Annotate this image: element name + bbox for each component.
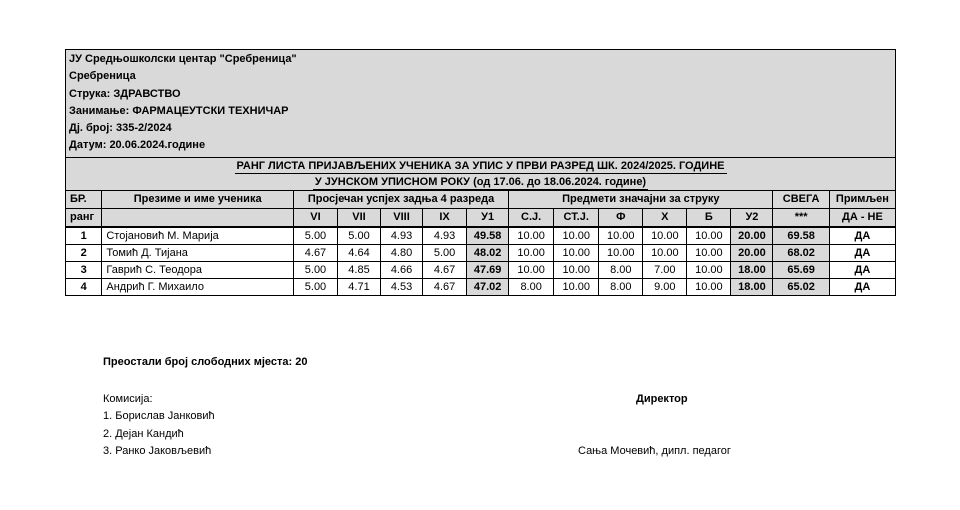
student-name-cell: Томић Д. Тијана <box>102 244 294 261</box>
col-name-subheader <box>102 208 294 227</box>
col-accepted-header: Примљен <box>829 191 895 209</box>
col-ix-header: IX <box>423 208 467 227</box>
table-row <box>66 227 895 245</box>
h-cell: 9.00 <box>643 278 687 295</box>
rank-cell: 3 <box>66 261 102 278</box>
accepted-cell: ДА <box>829 244 895 261</box>
stj-cell: 10.00 <box>554 278 599 295</box>
rank-cell: 4 <box>66 278 102 295</box>
title-line-1: РАНГ ЛИСТА ПРИЈАВЉЕНИХ УЧЕНИКА ЗА УПИС У ПРВИ РАЗРЕД ШК. 2024/2025. ГОДИНЕ <box>236 159 725 172</box>
grade-ix-cell: 4.93 <box>423 227 467 245</box>
grade-vii-cell: 4.64 <box>338 244 381 261</box>
student-name-cell: Андрић Г. Михаило <box>102 278 294 295</box>
stj-cell: 10.00 <box>554 244 599 261</box>
total-cell: 65.02 <box>773 278 829 295</box>
b-cell: 10.00 <box>687 244 731 261</box>
f-cell: 10.00 <box>599 244 643 261</box>
student-name-cell: Стојановић М. Марија <box>102 227 294 245</box>
document-date: Датум: 20.06.2024.године <box>69 139 206 152</box>
commission-label: Комисија: <box>103 393 153 405</box>
grade-vi-cell: 4.67 <box>293 244 337 261</box>
f-cell: 8.00 <box>599 261 643 278</box>
grade-vi-cell: 5.00 <box>293 261 337 278</box>
occupation: Занимање: ФАРМАЦЕУТСКИ ТЕХНИЧАР <box>69 104 289 117</box>
grade-viii-cell: 4.80 <box>381 244 423 261</box>
col-stj-header: СТ.Ј. <box>554 208 599 227</box>
document-header <box>66 50 895 158</box>
commission-member: 3. Ранко Јаковљевић <box>103 445 212 457</box>
rank-cell: 2 <box>66 244 102 261</box>
u1-cell: 49.58 <box>467 227 509 245</box>
student-name-cell: Гаврић С. Теодора <box>102 261 294 278</box>
table-row <box>66 261 895 278</box>
stj-cell: 10.00 <box>554 227 599 245</box>
accepted-cell: ДА <box>829 227 895 245</box>
accepted-cell: ДА <box>829 278 895 295</box>
sj-cell: 10.00 <box>509 227 554 245</box>
remaining-places: Преостали број слободних мјеста: 20 <box>103 356 308 368</box>
col-name-header: Презиме и име ученика <box>102 191 294 209</box>
u1-cell: 47.02 <box>467 278 509 295</box>
col-average-group-header: Просјечан успјех задња 4 разреда <box>293 191 508 209</box>
director-name: Сања Мочевић, дипл. педагог <box>578 445 731 457</box>
title-line-2: У ЈУНСКОМ УПИСНОМ РОКУ (од 17.06. до 18.06.2024. године) <box>314 175 647 188</box>
school-name: ЈУ Средњошколски центар "Сребреница" <box>69 53 297 65</box>
grade-ix-cell: 5.00 <box>423 244 467 261</box>
grade-vii-cell: 4.71 <box>338 278 381 295</box>
grade-vii-cell: 4.85 <box>338 261 381 278</box>
commission-member: 2. Дејан Кандић <box>103 428 184 440</box>
grade-vi-cell: 5.00 <box>293 227 337 245</box>
u2-cell: 18.00 <box>731 261 773 278</box>
rank-cell: 1 <box>66 227 102 245</box>
col-total-header: СВЕГА <box>773 191 829 209</box>
total-cell: 68.02 <box>773 244 829 261</box>
col-subjects-group-header: Предмети значајни за струку <box>509 191 773 209</box>
h-cell: 7.00 <box>643 261 687 278</box>
city: Сребреница <box>69 70 136 83</box>
table-row <box>66 278 895 295</box>
col-sj-header: С.Ј. <box>509 208 554 227</box>
grade-ix-cell: 4.67 <box>423 261 467 278</box>
col-h-header: Х <box>643 208 687 227</box>
col-u1-header: У1 <box>467 208 509 227</box>
ranking-sheet <box>65 49 896 296</box>
total-cell: 69.58 <box>773 227 829 245</box>
list-title <box>66 158 895 191</box>
f-cell: 10.00 <box>599 227 643 245</box>
u1-cell: 47.69 <box>467 261 509 278</box>
director-label: Директор <box>636 393 688 405</box>
table-row <box>66 244 895 261</box>
u2-cell: 18.00 <box>731 278 773 295</box>
col-vii-header: VII <box>338 208 381 227</box>
stj-cell: 10.00 <box>554 261 599 278</box>
commission-member: 1. Борислав Јанковић <box>103 410 215 422</box>
col-f-header: Ф <box>599 208 643 227</box>
sj-cell: 10.00 <box>509 261 554 278</box>
ranking-table <box>66 191 895 295</box>
col-number-header: БР. <box>66 191 102 209</box>
grade-vii-cell: 5.00 <box>338 227 381 245</box>
col-u2-header: У2 <box>731 208 773 227</box>
u2-cell: 20.00 <box>731 244 773 261</box>
col-vi-header: VI <box>293 208 337 227</box>
reference-number: Дј. број: 335-2/2024 <box>69 122 172 135</box>
total-cell: 65.69 <box>773 261 829 278</box>
f-cell: 8.00 <box>599 278 643 295</box>
col-b-header: Б <box>687 208 731 227</box>
grade-viii-cell: 4.66 <box>381 261 423 278</box>
b-cell: 10.00 <box>687 278 731 295</box>
grade-vi-cell: 5.00 <box>293 278 337 295</box>
h-cell: 10.00 <box>643 227 687 245</box>
col-rank-header: ранг <box>66 208 102 227</box>
h-cell: 10.00 <box>643 244 687 261</box>
sj-cell: 10.00 <box>509 244 554 261</box>
grade-ix-cell: 4.67 <box>423 278 467 295</box>
grade-viii-cell: 4.93 <box>381 227 423 245</box>
u1-cell: 48.02 <box>467 244 509 261</box>
grade-viii-cell: 4.53 <box>381 278 423 295</box>
col-yesno-header: ДА - НЕ <box>829 208 895 227</box>
u2-cell: 20.00 <box>731 227 773 245</box>
table-header-row-2 <box>66 208 895 227</box>
b-cell: 10.00 <box>687 261 731 278</box>
col-total-subheader: *** <box>773 208 829 227</box>
accepted-cell: ДА <box>829 261 895 278</box>
field: Струка: ЗДРАВСТВО <box>69 87 181 100</box>
b-cell: 10.00 <box>687 227 731 245</box>
sj-cell: 8.00 <box>509 278 554 295</box>
table-header-row-1 <box>66 191 895 209</box>
col-viii-header: VIII <box>381 208 423 227</box>
